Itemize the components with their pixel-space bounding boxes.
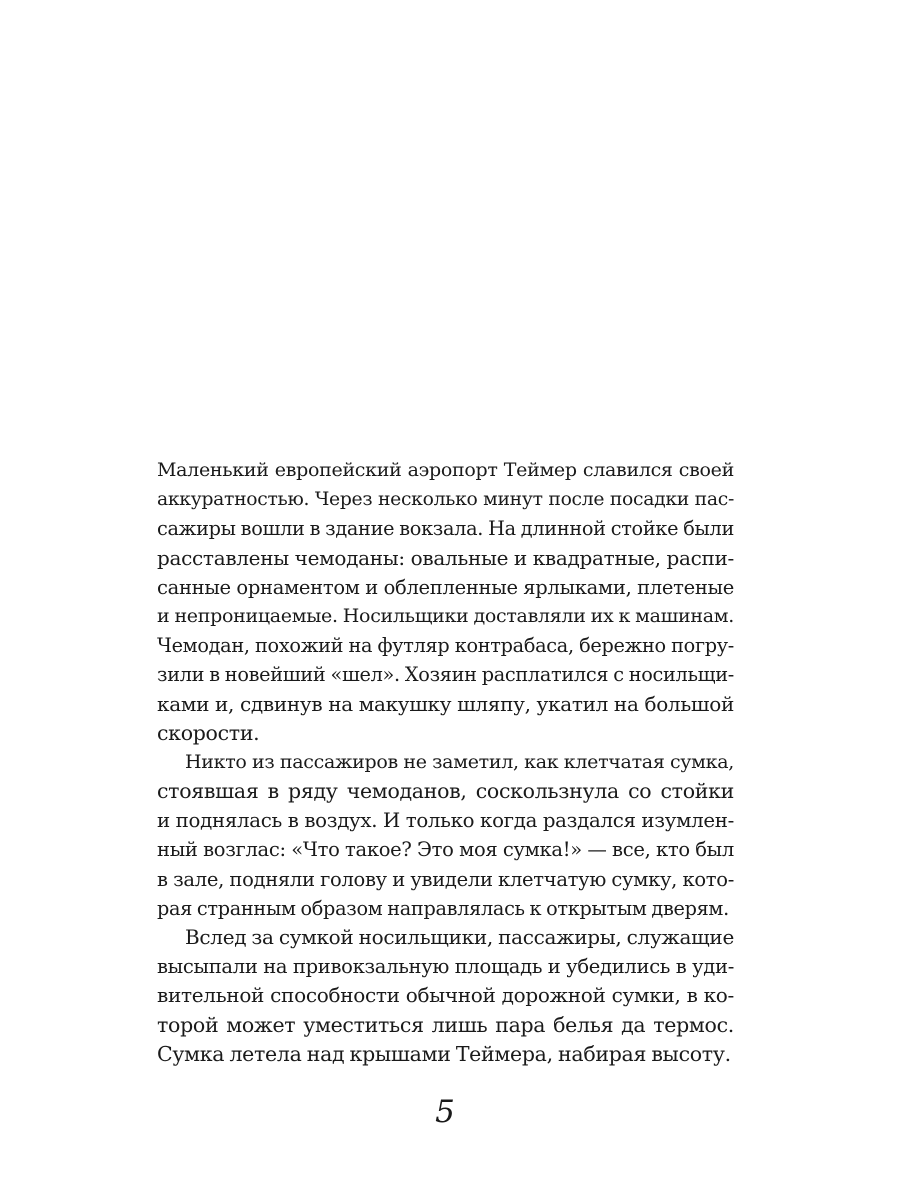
- paragraph-3: [157, 923, 734, 1069]
- text-line: Чемодан, похожий на футляр контрабаса, бережно погру-: [157, 634, 734, 658]
- text-line: зили в новейший «шел». Хозяин расплатился с носильщи-: [157, 663, 734, 687]
- text-line: расставлены чемоданы: овальные и квадратные, распи-: [157, 545, 734, 570]
- body-text: [157, 456, 734, 1069]
- text-line: в зале, подняли голову и увидели клетчатую сумку, кото-: [157, 867, 734, 891]
- text-line: ный возглас: «Что такое? Это моя сумка!» — все, кто был: [157, 838, 734, 862]
- text-line: скорости.: [157, 720, 260, 745]
- text-line: и поднялась в воздух. И только когда раздался изумлен-: [157, 809, 734, 833]
- page-number: 5: [435, 1094, 455, 1130]
- text-line: Вслед за сумкой носильщики, пассажиры, служащие: [185, 925, 734, 949]
- text-line: ками и, сдвинув на макушку шляпу, укатил на большой: [157, 691, 734, 716]
- text-line: санные орнаментом и облепленные ярлыками, плетеные: [157, 575, 734, 599]
- text-line: стоявшая в ряду чемоданов, соскользнула со стойки: [157, 779, 734, 804]
- text-line: Никто из пассажиров не заметил, как клетчатая сумка,: [185, 750, 734, 773]
- text-line: Сумка летела над крышами Теймера, набирая высоту.: [157, 1041, 731, 1066]
- text-line: торой может уместиться лишь пара белья да термос.: [157, 1012, 734, 1037]
- text-line: аккуратностью. Через несколько минут после посадки пас-: [157, 489, 734, 511]
- text-line: и непроницаемые. Носильщики доставляли их к машинам.: [157, 604, 734, 627]
- paragraph-1: [157, 456, 734, 748]
- text-line: Маленький европейский аэропорт Теймер славился своей: [157, 459, 734, 481]
- paragraph-2: [157, 748, 734, 923]
- text-line: вительной способности обычной дорожной сумки, в ко-: [157, 983, 734, 1008]
- text-line: рая странным образом направлялась к открытым дверям.: [157, 896, 729, 920]
- text-line: высыпали на привокзальную площадь и убедились в уди-: [157, 955, 734, 979]
- text-line: сажиры вошли в здание вокзала. На длинной стойке были: [157, 517, 734, 541]
